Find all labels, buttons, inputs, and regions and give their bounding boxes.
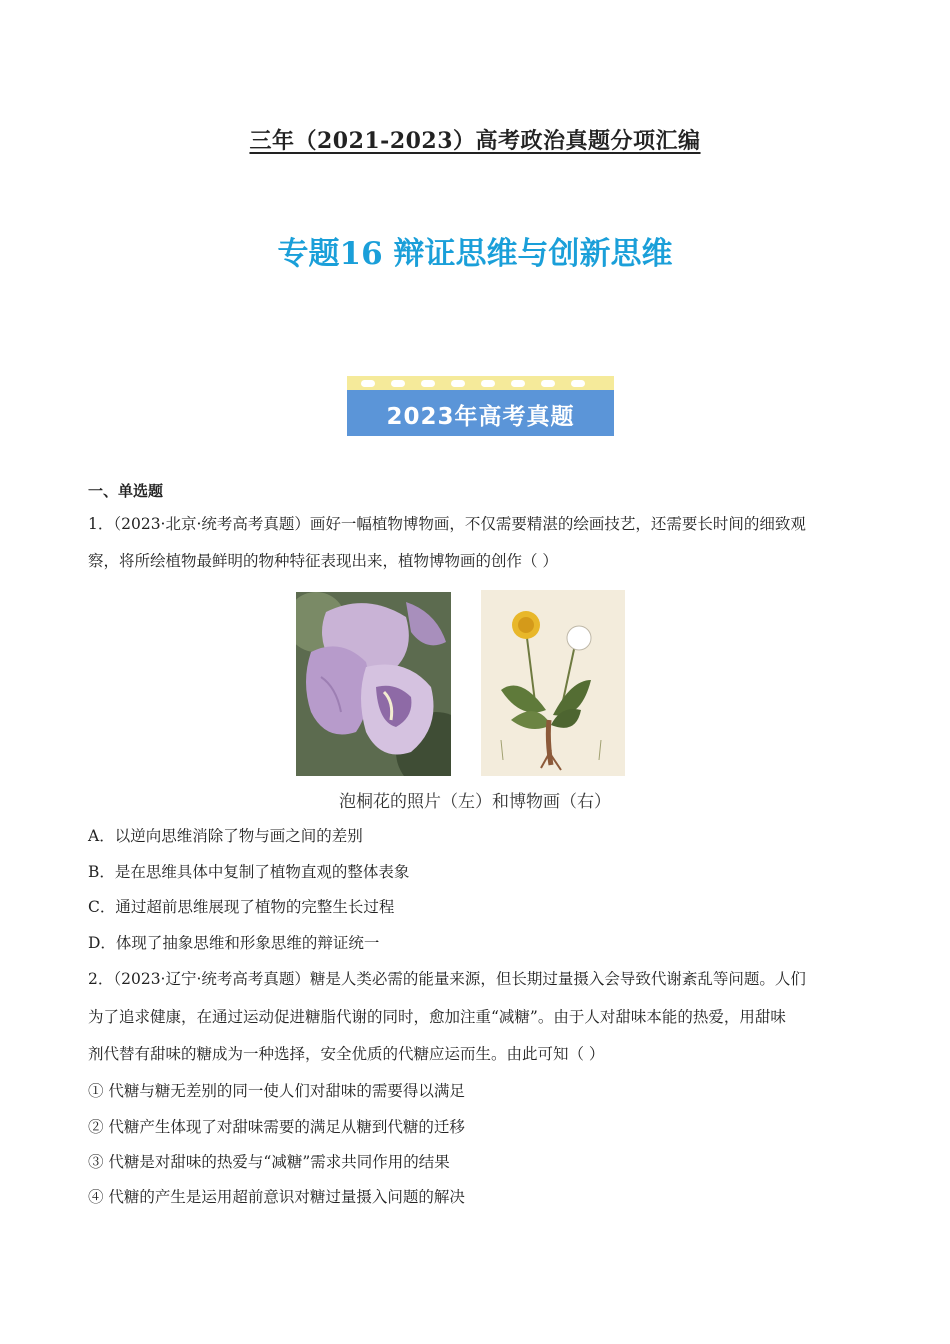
topic-title: 专题16 辩证思维与创新思维 [277, 236, 673, 272]
dandelion-botanical-painting [481, 590, 625, 776]
paulownia-flower-photo [296, 592, 451, 776]
banner-binding-strip [347, 376, 614, 390]
statement-2: ② 代糖产生体现了对甜味需要的满足从糖到代糖的迁移 [88, 1118, 465, 1136]
option-d: D．体现了抽象思维和形象思维的辩证统一 [88, 934, 380, 952]
option-b: B．是在思维具体中复制了植物直观的整体表象 [88, 863, 410, 881]
question-2-text: 2．（2023·辽宁·统考高考真题）糖是人类必需的能量来源，但长期过量摄入会导致代谢紊乱等问题。人们 [88, 970, 806, 988]
question-1-text-cont: 察，将所绘植物最鲜明的物种特征表现出来，植物博物画的创作（ ） [88, 552, 558, 570]
question-2-text-cont: 为了追求健康，在通过运动促进糖脂代谢的同时，愈加注重“减糖”。由于人对甜味本能的热爱，用甜味 [88, 1008, 786, 1026]
option-a: A．以逆向思维消除了物与画之间的差别 [88, 827, 363, 845]
option-c: C．通过超前思维展现了植物的完整生长过程 [88, 898, 395, 916]
statement-4: ④ 代糖的产生是运用超前意识对糖过量摄入问题的解决 [88, 1188, 465, 1206]
question-2-text-cont2: 剂代替有甜味的糖成为一种选择，安全优质的代糖应运而生。由此可知（ ） [88, 1045, 605, 1063]
question-1-text: 1．（2023·北京·统考高考真题）画好一幅植物博物画，不仅需要精湛的绘画技艺，还需要长时间的细致观 [88, 515, 806, 533]
figure-caption: 泡桐花的照片（左）和博物画（右） [339, 792, 611, 812]
year-banner [347, 376, 614, 436]
statement-3: ③ 代糖是对甜味的热爱与“减糖”需求共同作用的结果 [88, 1153, 450, 1171]
statement-1: ① 代糖与糖无差别的同一使人们对甜味的需要得以满足 [88, 1082, 465, 1100]
section-heading: 一、单选题 [88, 482, 164, 500]
series-title: 三年（2021-2023）高考政治真题分项汇编 [249, 128, 701, 154]
banner-label: 2023年高考真题 [386, 404, 575, 430]
